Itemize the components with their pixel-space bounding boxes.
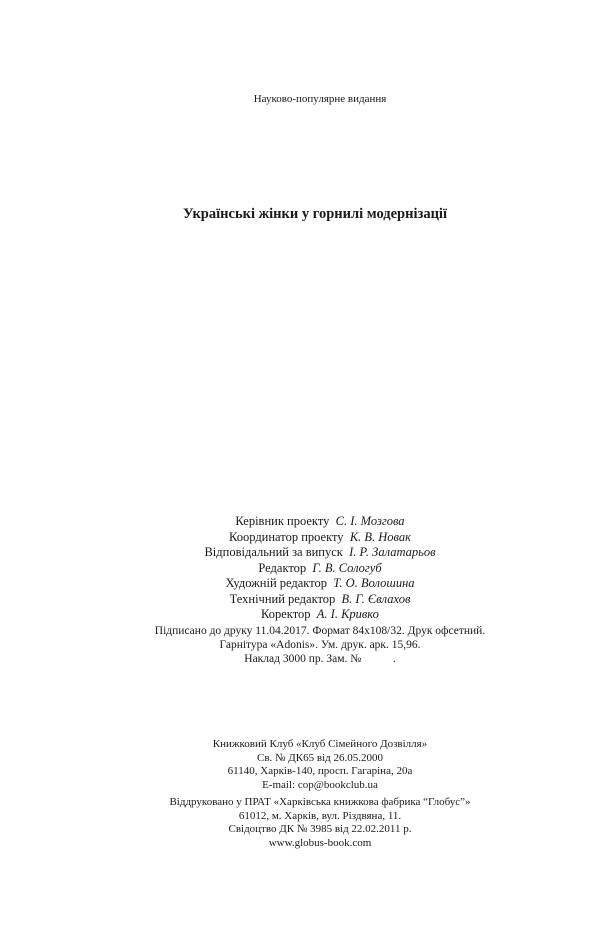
print-info-line: Підписано до друку 11.04.2017. Формат 84х108/32. Друк офсетний. [154, 625, 486, 637]
printer-website: www.globus-book.com [268, 836, 372, 849]
credit-row [20, 561, 600, 577]
edition-type-text: Науково-популярне видання [253, 93, 387, 105]
credit-name: Г. В. Сологуб [312, 560, 382, 575]
printer-block [20, 796, 600, 850]
credit-name: А. І. Кривко [316, 607, 379, 621]
credit-row [20, 607, 600, 623]
publisher-block [20, 738, 600, 792]
print-info-line: Наклад 3000 пр. Зам. № . [244, 653, 396, 665]
printer-line: Віддруковано у ПРАТ «Харківська книжкова фабрика “Глобус”» [169, 796, 471, 808]
edition-type [20, 92, 600, 106]
credit-role: Коректор [261, 607, 311, 621]
credit-role: Відповідальний за випуск [204, 545, 343, 559]
printer-line: 61012, м. Харків, вул. Різдвяна, 11. [238, 809, 402, 822]
credit-name: Т. О. Волошина [333, 576, 415, 590]
book-title-text: Українські жінки у горнилі модернізації [183, 206, 447, 222]
credit-row [20, 530, 600, 546]
publisher-email: E-mail: cop@bookclub.ua [262, 778, 378, 791]
credit-role: Координатор проекту [229, 529, 344, 544]
publisher-line: Св. № ДК65 від 26.05.2000 [257, 751, 383, 764]
publisher-line: 61140, Харків-140, просп. Гагаріна, 20а [227, 765, 413, 777]
print-info-line: Гарнітура «Adonis». Ум. друк. арк. 15,96. [219, 639, 421, 651]
print-info-block [20, 624, 600, 666]
credit-row [20, 514, 600, 530]
book-title [15, 205, 600, 223]
credit-name: В. Г. Євлахов [341, 591, 411, 606]
credit-row [20, 545, 600, 561]
credit-name: І. Р. Залатарьов [349, 545, 436, 559]
credit-name: С. І. Мозгова [335, 514, 405, 528]
credits-block [20, 514, 600, 623]
credit-role: Редактор [258, 560, 307, 575]
publisher-line: Книжковий Клуб «Клуб Сімейного Дозвілля» [212, 738, 428, 750]
credit-role: Художній редактор [225, 576, 328, 590]
printer-line: Свідоцтво ДК № 3985 від 22.02.2011 р. [228, 823, 412, 835]
credit-role: Керівник проекту [235, 514, 330, 528]
credit-role: Технічний редактор [229, 591, 336, 606]
credit-row [20, 592, 600, 608]
credit-row [20, 576, 600, 592]
credit-name: К. В. Новак [349, 529, 411, 544]
